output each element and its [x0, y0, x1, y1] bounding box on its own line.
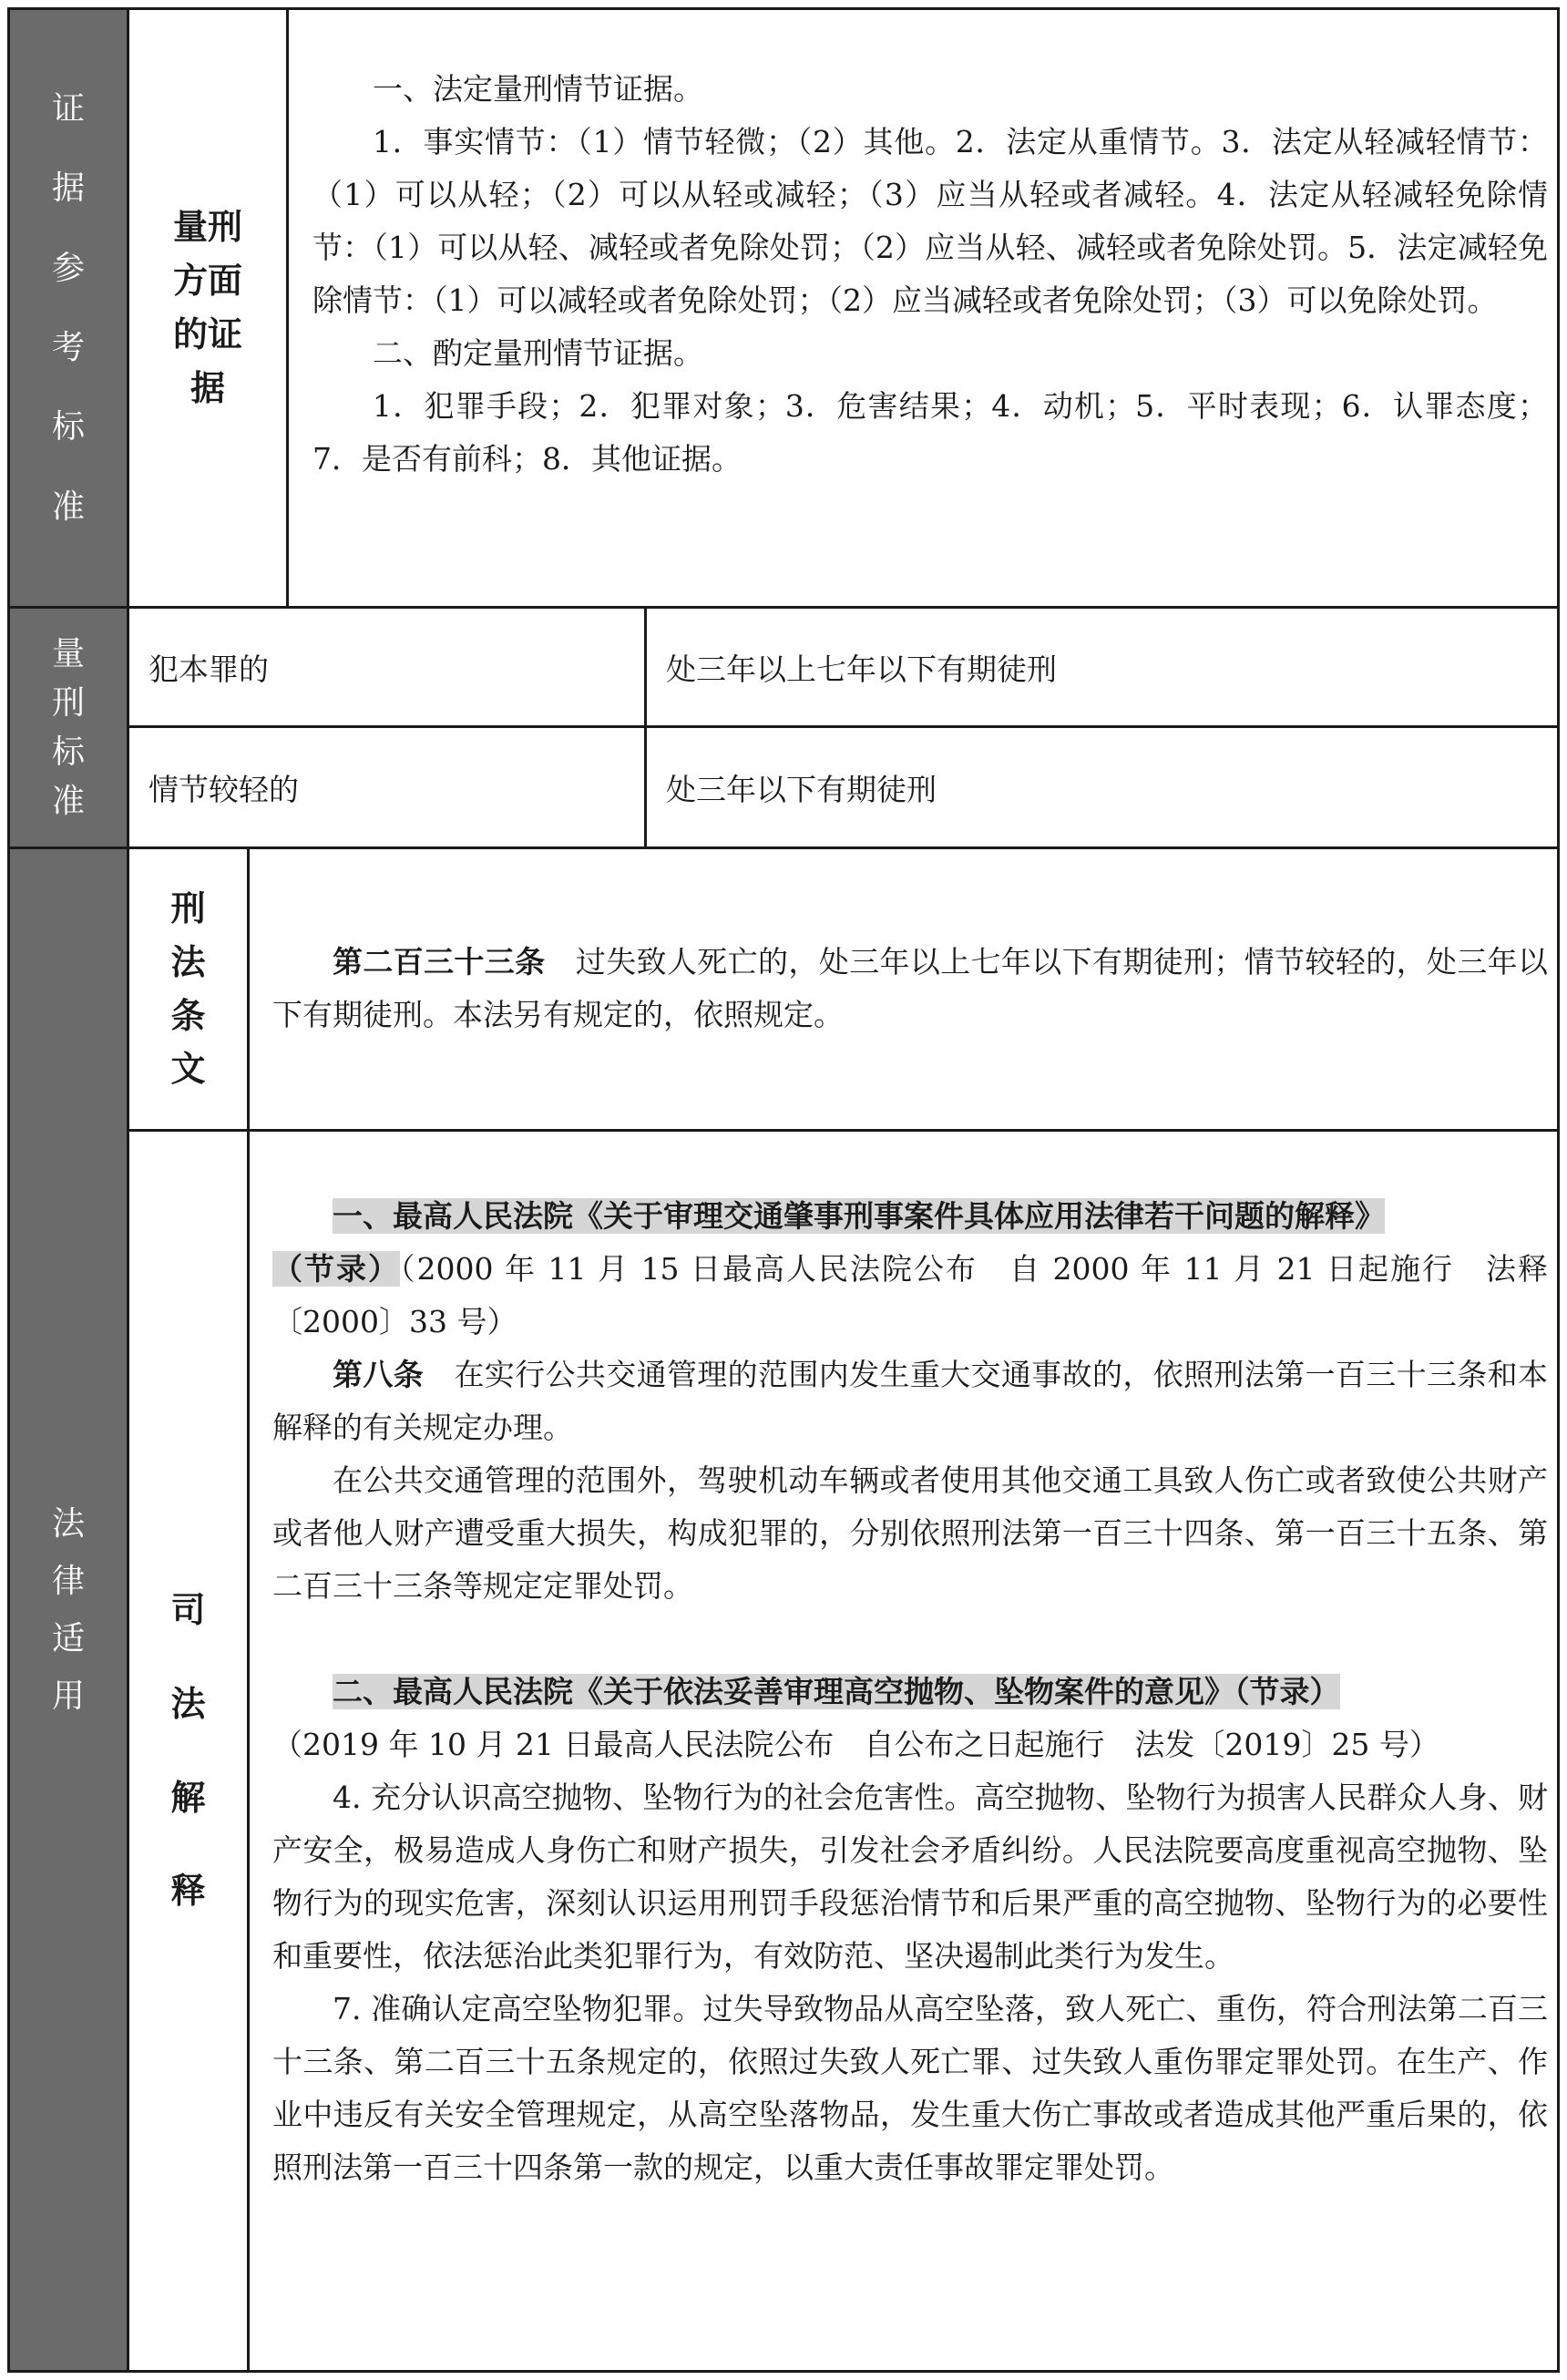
- sentencing-row-1-condition: 犯本罪的: [149, 651, 269, 687]
- doc1-art8-head: 第八条: [333, 1357, 425, 1392]
- evidence-para-4: 1．犯罪手段；2．犯罪对象；3．危害结果；4．动机；5．平时表现；6．认罪态度；7．是否有前科；8．其他证据。: [312, 388, 1548, 477]
- law-band: [10, 849, 129, 2370]
- sentencing-band: [10, 609, 129, 846]
- evidence-para-2: 1．事实情节：（1）情节轻微；（2）其他。2．法定从重情节。3．法定从轻减轻情节：（1）可以从轻；（2）可以从轻或减轻；（3）应当从轻或者减轻。4．法定从轻减轻免除情节：（1）可以从轻、减轻或者免除处罚；（2）应当从轻、减轻或者免除处罚。5．法定减轻免除情节：（1）可以减轻或者免除处罚；（2）应当减轻或者免除处罚；（3）可以免除处罚。: [312, 124, 1548, 318]
- legal-reference-table: [7, 7, 1560, 2373]
- evidence-content: [312, 63, 1548, 486]
- doc2-title: 二、最高人民法院《关于依法妥善审理高空抛物、坠物案件的意见》（节录）: [333, 1674, 1340, 1709]
- evidence-para-3: 二、酌定量刑情节证据。: [373, 335, 703, 371]
- criminal-law-label: 刑法条文: [170, 887, 206, 1090]
- doc1-art8-text: 在实行公共交通管理的范围内发生重大交通事故的，依照刑法第一百三十三条和本解释的有关规定办理。: [272, 1357, 1549, 1445]
- criminal-law-text: 过失致人死亡的，处三年以上七年以下有期徒刑；情节较轻的，处三年以下有期徒刑。本法另有规定的，依照规定。: [272, 944, 1549, 1032]
- criminal-law-content: [272, 936, 1548, 1041]
- sentencing-row-2-condition: 情节较轻的: [149, 771, 299, 807]
- doc1-title: 一、最高人民法院《关于审理交通肇事刑事案件具体应用法律若干问题的解释》: [333, 1198, 1385, 1234]
- doc1-title-excerpt: （节录）: [272, 1251, 401, 1287]
- doc2-meta: （2019 年 10 月 21 日最高人民法院公布 自公布之日起施行 法发〔2019〕25 号）: [272, 1727, 1439, 1762]
- evidence-band-label: 证据参考标准: [51, 89, 85, 526]
- judicial-label: 司法解释: [170, 1590, 206, 1912]
- criminal-law-article-number: 第二百三十三条: [333, 944, 546, 980]
- sentencing-row-2-penalty: 处三年以下有期徒刑: [666, 771, 937, 807]
- evidence-sub-label: 量刑方面的证据: [172, 207, 242, 408]
- sentencing-band-label: 量刑标准: [51, 634, 85, 820]
- sentencing-row-1-penalty: 处三年以上七年以下有期徒刑: [666, 651, 1057, 687]
- evidence-band: [10, 10, 129, 606]
- judicial-content: [272, 1190, 1548, 2194]
- law-band-label: 法律适用: [51, 1504, 85, 1715]
- evidence-para-1: 一、法定量刑情节证据。: [373, 71, 703, 107]
- doc2-para7: 7. 准确认定高空坠物犯罪。过失导致物品从高空坠落，致人死亡、重伤，符合刑法第二百三十三条、第二百三十五条规定的，依照过失致人死亡罪、过失致人重伤罪定罪处罚。在生产、作业中违反有关安全管理规定，从高空坠落物品，发生重大伤亡事故或者造成其他严重后果的，依照刑法第一百三十四条第一款的规定，以重大责任事故罪定罪处罚。: [272, 1991, 1548, 2185]
- doc2-para4: 4. 充分认识高空抛物、坠物行为的社会危害性。高空抛物、坠物行为损害人民群众人身、财产安全，极易造成人身伤亡和财产损失，引发社会矛盾纠纷。人民法院要高度重视高空抛物、坠物行为的现实危害，深刻认识运用刑罚手段惩治情节和后果严重的高空抛物、坠物行为的必要性和重要性，依法惩治此类犯罪行为，有效防范、坚决遏制此类行为发生。: [272, 1780, 1548, 1974]
- doc1-meta: （2000 年 11 月 15 日最高人民法院公布 自 2000 年 11 月 21 日起施行 法释〔2000〕33 号）: [272, 1251, 1549, 1339]
- doc1-para2: 在公共交通管理的范围外，驾驶机动车辆或者使用其他交通工具致人伤亡或者致使公共财产或者他人财产遭受重大损失，构成犯罪的，分别依照刑法第一百三十四条、第一百三十五条、第二百三十三条等规定定罪处罚。: [272, 1462, 1548, 1604]
